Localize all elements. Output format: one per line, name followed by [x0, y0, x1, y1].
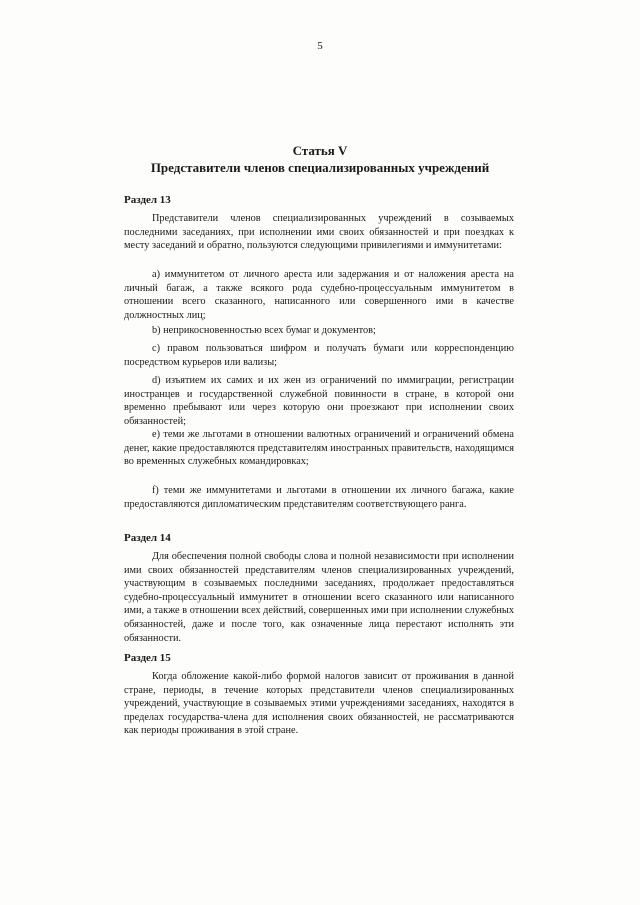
- section-15-text: Когда обложение какой-либо формой налогов зависит от проживания в данной стране, периоды, в течение которых представители членов специализированных учреждений, участвующие в созываемых этими учреждениями заседаниях, находятся в пределах государства-члена для исполнения своих обязанностей, не рассматриваются как периоды проживания в этой стране.: [124, 671, 514, 737]
- section-14-text: Для обеспечения полной свободы слова и полной независимости при исполнении ими своих обязанностей представителям членов специализированных учреждений, участвующим в созываемых последними заседаниях, продолжает предоставляться судебно-процессуальный иммунитет в отношении всего сказанного или написанного ими, а также в отношении всех действий, совершенных ими при исполнении служебных обязанностей, даже и после того, как означенные лица перестают исполнять эти обязанности.: [124, 551, 514, 644]
- section-15-heading: Раздел 15: [124, 652, 171, 664]
- article-title: Статья V: [292, 143, 348, 158]
- section-13-item-f: f) теми же иммунитетами и льготами в отношении их личного багажа, какие предоставляются дипломатическим представителям соответствующего ранга.: [124, 485, 514, 510]
- section-13-item-c: c) правом пользоваться шифром и получать бумаги или корреспонденцию посредством курьеров или вализы;: [124, 343, 514, 368]
- section-13-item-d: d) изъятием их самих и их жен из ограничений по иммиграции, регистрации иностранцев и государственной служебной повинности в стране, в которой они временно пребывают или через которую они проезжают при исполнении своих обязанностей;: [124, 375, 514, 427]
- section-13-item-a: а) иммунитетом от личного ареста или задержания и от наложения ареста на личный багаж, а также всякого рода судебно-процессуальным иммунитетом в отношении всего сказанного, написанного или совершенного ими в качестве должностных лиц;: [124, 269, 514, 321]
- article-subtitle: Представители членов специализированных учреждений: [150, 160, 490, 175]
- section-13-intro: Представители членов специализированных учреждений в созываемых последними заседаниях, при исполнении ими своих обязанностей и при поездках к месту заседаний и обратно, пользуются следующими привилегиями и иммунитетами:: [124, 213, 514, 252]
- article-heading: [0, 142, 640, 176]
- page-number: 5: [317, 40, 323, 52]
- section-13-item-e: e) теми же льготами в отношении валютных ограничений и ограничений обмена денег, какие предоставляются представителям иностранных правительств, находящимся во временных служебных командировках;: [124, 429, 514, 468]
- section-13-item-b: b) неприкосновенностью всех бумаг и документов;: [152, 325, 376, 336]
- section-13-heading: Раздел 13: [124, 194, 171, 206]
- section-14-heading: Раздел 14: [124, 532, 171, 544]
